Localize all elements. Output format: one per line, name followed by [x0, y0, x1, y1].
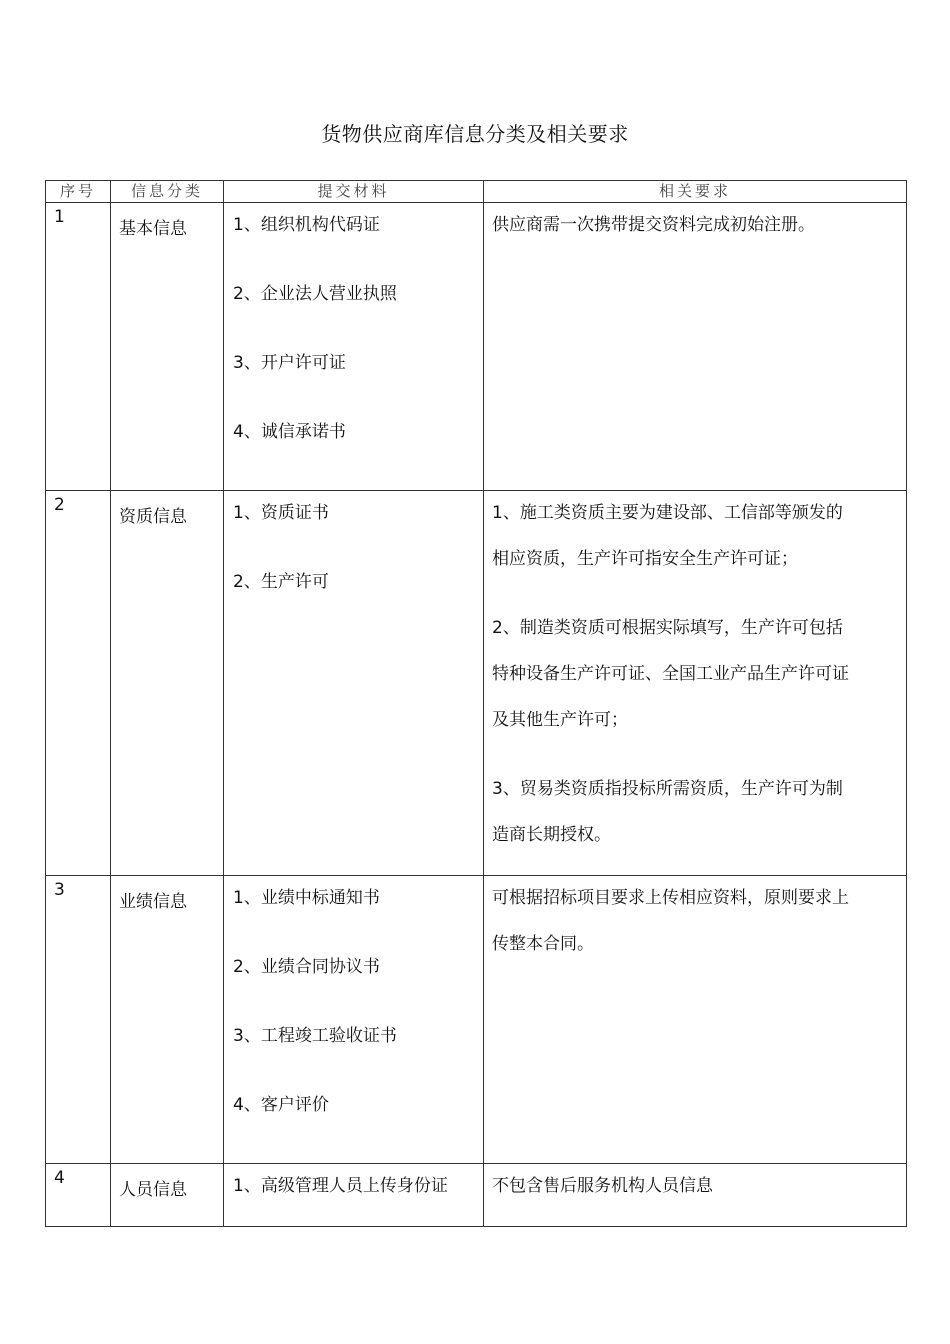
requirement-line: 2、制造类资质可根据实际填写，生产许可包括: [492, 618, 843, 638]
material-item: 2、业绩合同协议书: [233, 957, 380, 977]
row-requirements: [484, 203, 907, 491]
requirement-line: 不包含售后服务机构人员信息: [492, 1176, 713, 1196]
row-requirements: [484, 1164, 907, 1227]
requirement-line: 造商长期授权。: [492, 825, 611, 845]
document-title: 货物供应商库信息分类及相关要求: [321, 122, 629, 146]
requirement-line: 相应资质，生产许可指安全生产许可证；: [492, 549, 798, 569]
header-num: 序号: [46, 181, 111, 203]
material-item: 4、客户评价: [233, 1095, 329, 1115]
requirement-line: 特种设备生产许可证、全国工业产品生产许可证: [492, 664, 849, 684]
row-category: 人员信息: [111, 1164, 224, 1227]
supplier-info-table: [45, 180, 907, 1227]
row-category: 资质信息: [111, 491, 224, 876]
row-materials: [224, 1164, 484, 1227]
material-item: 2、企业法人营业执照: [233, 284, 397, 304]
row-requirements: [484, 876, 907, 1164]
material-item: 3、开户许可证: [233, 353, 346, 373]
requirement-line: 可根据招标项目要求上传相应资料，原则要求上: [492, 888, 849, 908]
requirement-line: 及其他生产许可；: [492, 710, 628, 730]
row-materials: [224, 876, 484, 1164]
material-item: 2、生产许可: [233, 572, 329, 592]
row-number: 3: [46, 876, 111, 1164]
header-materials: 提交材料: [224, 181, 484, 203]
table-row: [46, 1164, 907, 1227]
header-category: 信息分类: [111, 181, 224, 203]
table-header-row: [46, 181, 907, 203]
requirement-line: 传整本合同。: [492, 934, 594, 954]
requirement-line: 1、施工类资质主要为建设部、工信部等颁发的: [492, 503, 843, 523]
row-number: 4: [46, 1164, 111, 1227]
table-row: [46, 203, 907, 491]
material-item: 1、业绩中标通知书: [233, 888, 380, 908]
row-category: 业绩信息: [111, 876, 224, 1164]
material-item: 1、资质证书: [233, 503, 329, 523]
material-item: 1、高级管理人员上传身份证: [233, 1176, 448, 1196]
material-item: 1、组织机构代码证: [233, 215, 380, 235]
header-requirements: 相关要求: [484, 181, 907, 203]
material-item: 4、诚信承诺书: [233, 422, 346, 442]
table-row: [46, 876, 907, 1164]
row-number: 2: [46, 491, 111, 876]
row-number: 1: [46, 203, 111, 491]
row-category: 基本信息: [111, 203, 224, 491]
row-materials: [224, 203, 484, 491]
requirement-line: 3、贸易类资质指投标所需资质，生产许可为制: [492, 779, 843, 799]
requirement-line: 供应商需一次携带提交资料完成初始注册。: [492, 215, 815, 235]
table-row: [46, 491, 907, 876]
material-item: 3、工程竣工验收证书: [233, 1026, 397, 1046]
row-requirements: [484, 491, 907, 876]
row-materials: [224, 491, 484, 876]
